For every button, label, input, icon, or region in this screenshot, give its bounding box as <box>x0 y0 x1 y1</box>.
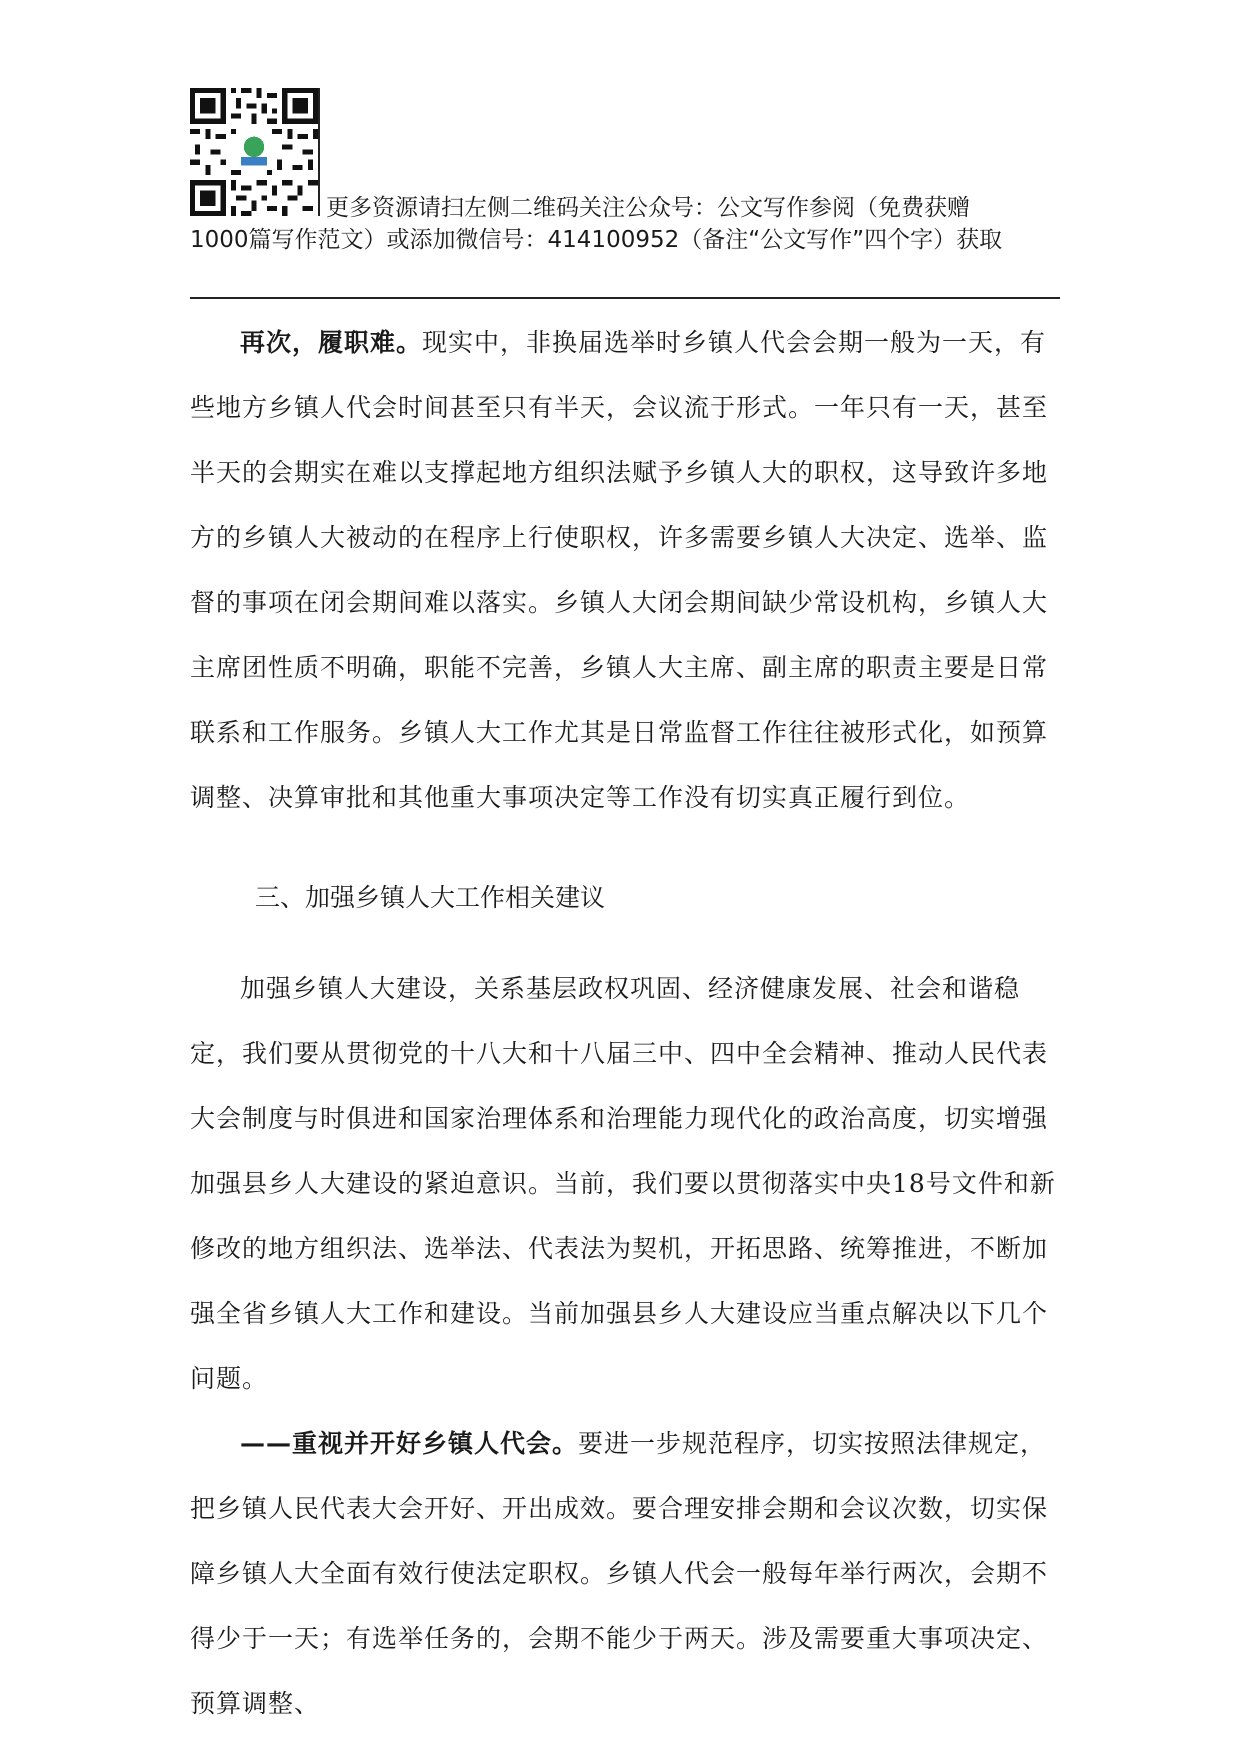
paragraph-3-text: 要进一步规范程序，切实按照法律规定，把乡镇人民代表大会开好、开出成效。要合理安排会期和会议次数，切实保障乡镇人大全面有效行使法定职权。乡镇人代会一般每年举行两次，会期不得少于一天；有选举任务的，会期不能少于两天。涉及需要重大事项决定、预算调整、 <box>190 1429 1049 1718</box>
paragraph-1 <box>190 310 1060 830</box>
header-rule <box>190 297 1060 299</box>
paragraph-2: 加强乡镇人大建设，关系基层政权巩固、经济健康发展、社会和谐稳定，我们要从贯彻党的十八大和十八届三中、四中全会精神、推动人民代表大会制度与时俱进和国家治理体系和治理能力现代化的政治高度，切实增强加强县乡人大建设的紧迫意识。当前，我们要以贯彻落实中央18号文件和新修改的地方组织法、选举法、代表法为契机，开拓思路、统筹推进，不断加强全省乡镇人大工作和建设。当前加强县乡人大建设应当重点解决以下几个问题。 <box>190 974 1056 1393</box>
header-notice-rest: 1000篇写作范文）或添加微信号：414100952（备注“公文写作”四个字）获取 <box>190 227 1003 253</box>
section-heading: 三、加强乡镇人大工作相关建议 <box>255 883 606 912</box>
header-notice-line1: 更多资源请扫左侧二维码关注公众号：公文写作参阅（免费获赠 <box>326 195 970 221</box>
document-body <box>190 310 1060 1736</box>
paragraph-3 <box>190 1411 1060 1736</box>
paragraph-1-text: 现实中，非换届选举时乡镇人代会会期一般为一天，有些地方乡镇人代会时间甚至只有半天，会议流于形式。一年只有一天，甚至半天的会期实在难以支撑起地方组织法赋予乡镇人大的职权，这导致许多地方的乡镇人大被动的在程序上行使职权，许多需要乡镇人大决定、选举、监督的事项在闭会期间难以落实。乡镇人大闭会期间缺少常设机构，乡镇人大主席团性质不明确，职能不完善，乡镇人大主席、副主席的职责主要是日常联系和工作服务。乡镇人大工作尤其是日常监督工作往往被形式化，如预算调整、决算审批和其他重大事项决定等工作没有切实真正履行到位。 <box>190 328 1049 812</box>
paragraph-1-lead: 再次，履职难。 <box>240 328 423 357</box>
header-notice <box>190 192 1060 256</box>
paragraph-3-lead: ——重视并开好乡镇人代会。 <box>240 1429 579 1458</box>
